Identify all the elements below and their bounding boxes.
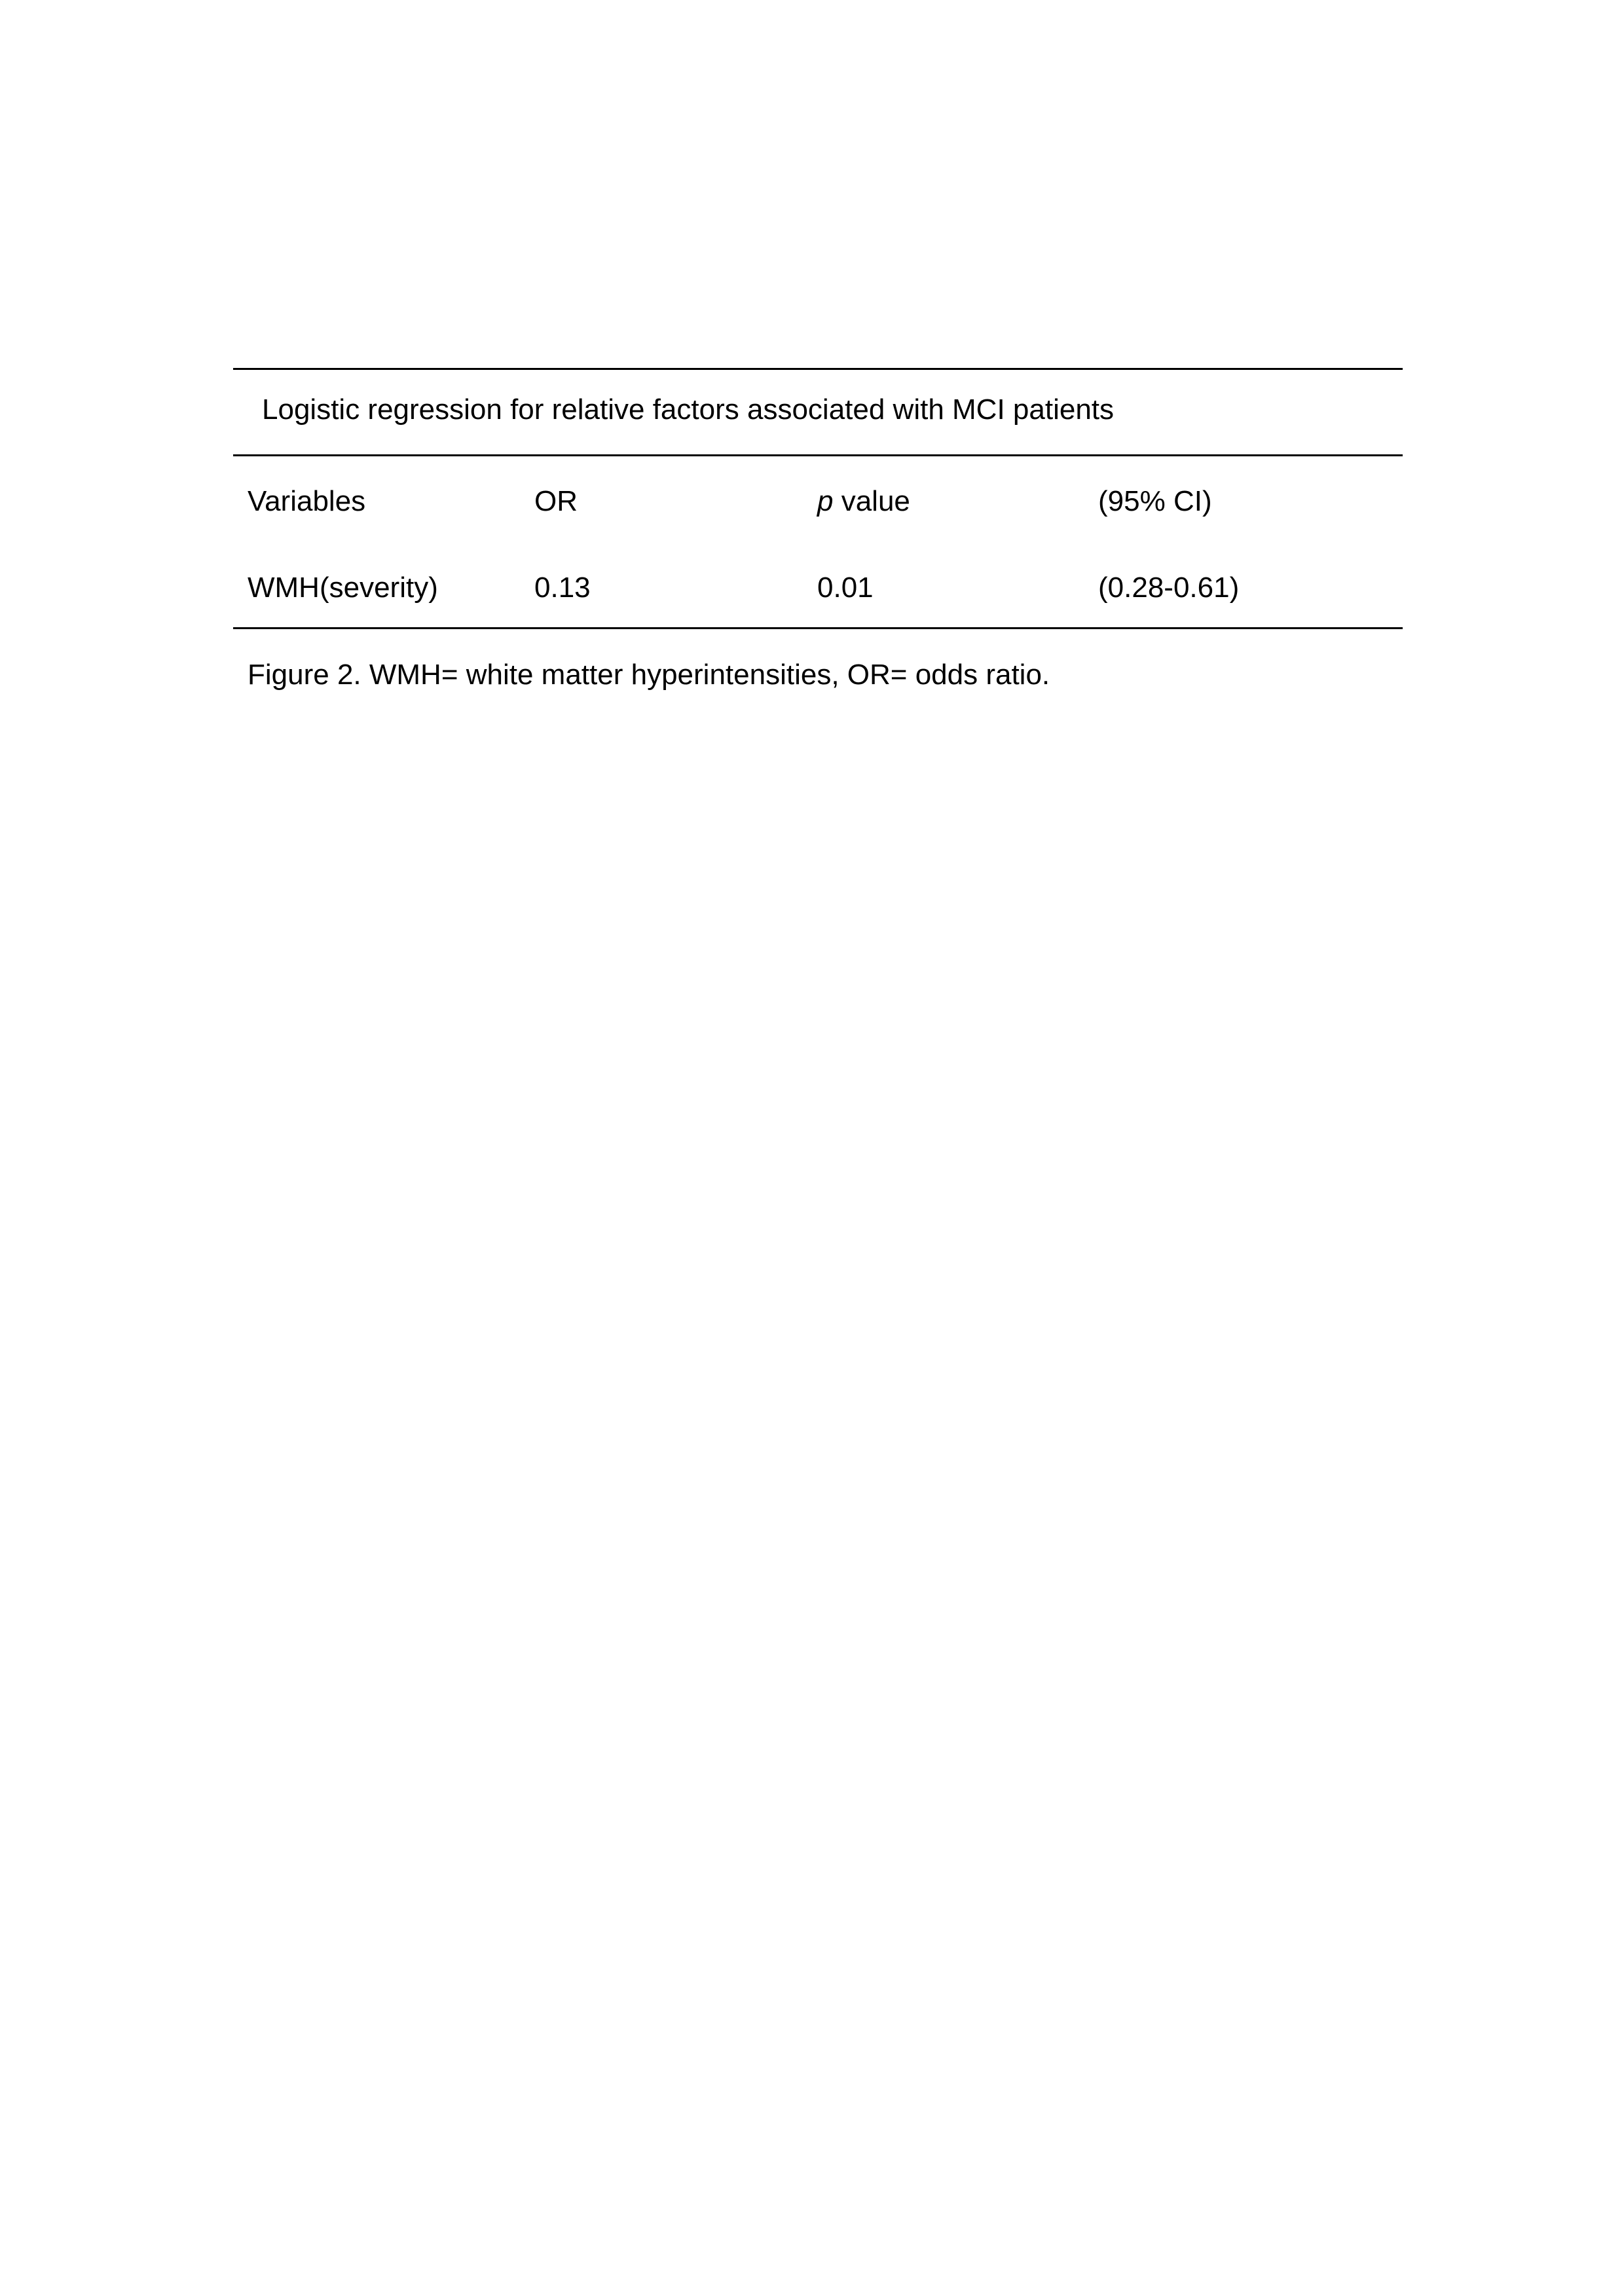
table-header-rule	[233, 454, 1403, 456]
header-or: OR	[534, 485, 578, 517]
table-top-rule	[233, 368, 1403, 370]
row-ci: (0.28-0.61)	[1098, 572, 1240, 604]
header-p-value	[817, 487, 910, 516]
table-bottom-rule	[233, 627, 1403, 629]
header-p-label: value	[833, 485, 910, 517]
row-p-value: 0.01	[817, 572, 874, 604]
row-or: 0.13	[534, 572, 591, 604]
header-p-symbol: p	[817, 485, 834, 517]
row-variable: WMH(severity)	[248, 572, 438, 604]
table-title: Logistic regression for relative factors associated with MCI patients	[262, 393, 1115, 426]
header-variables: Variables	[248, 485, 366, 517]
figure-caption: Figure 2. WMH= white matter hyperintensities, OR= odds ratio.	[248, 659, 1050, 691]
header-ci: (95% CI)	[1098, 485, 1212, 517]
